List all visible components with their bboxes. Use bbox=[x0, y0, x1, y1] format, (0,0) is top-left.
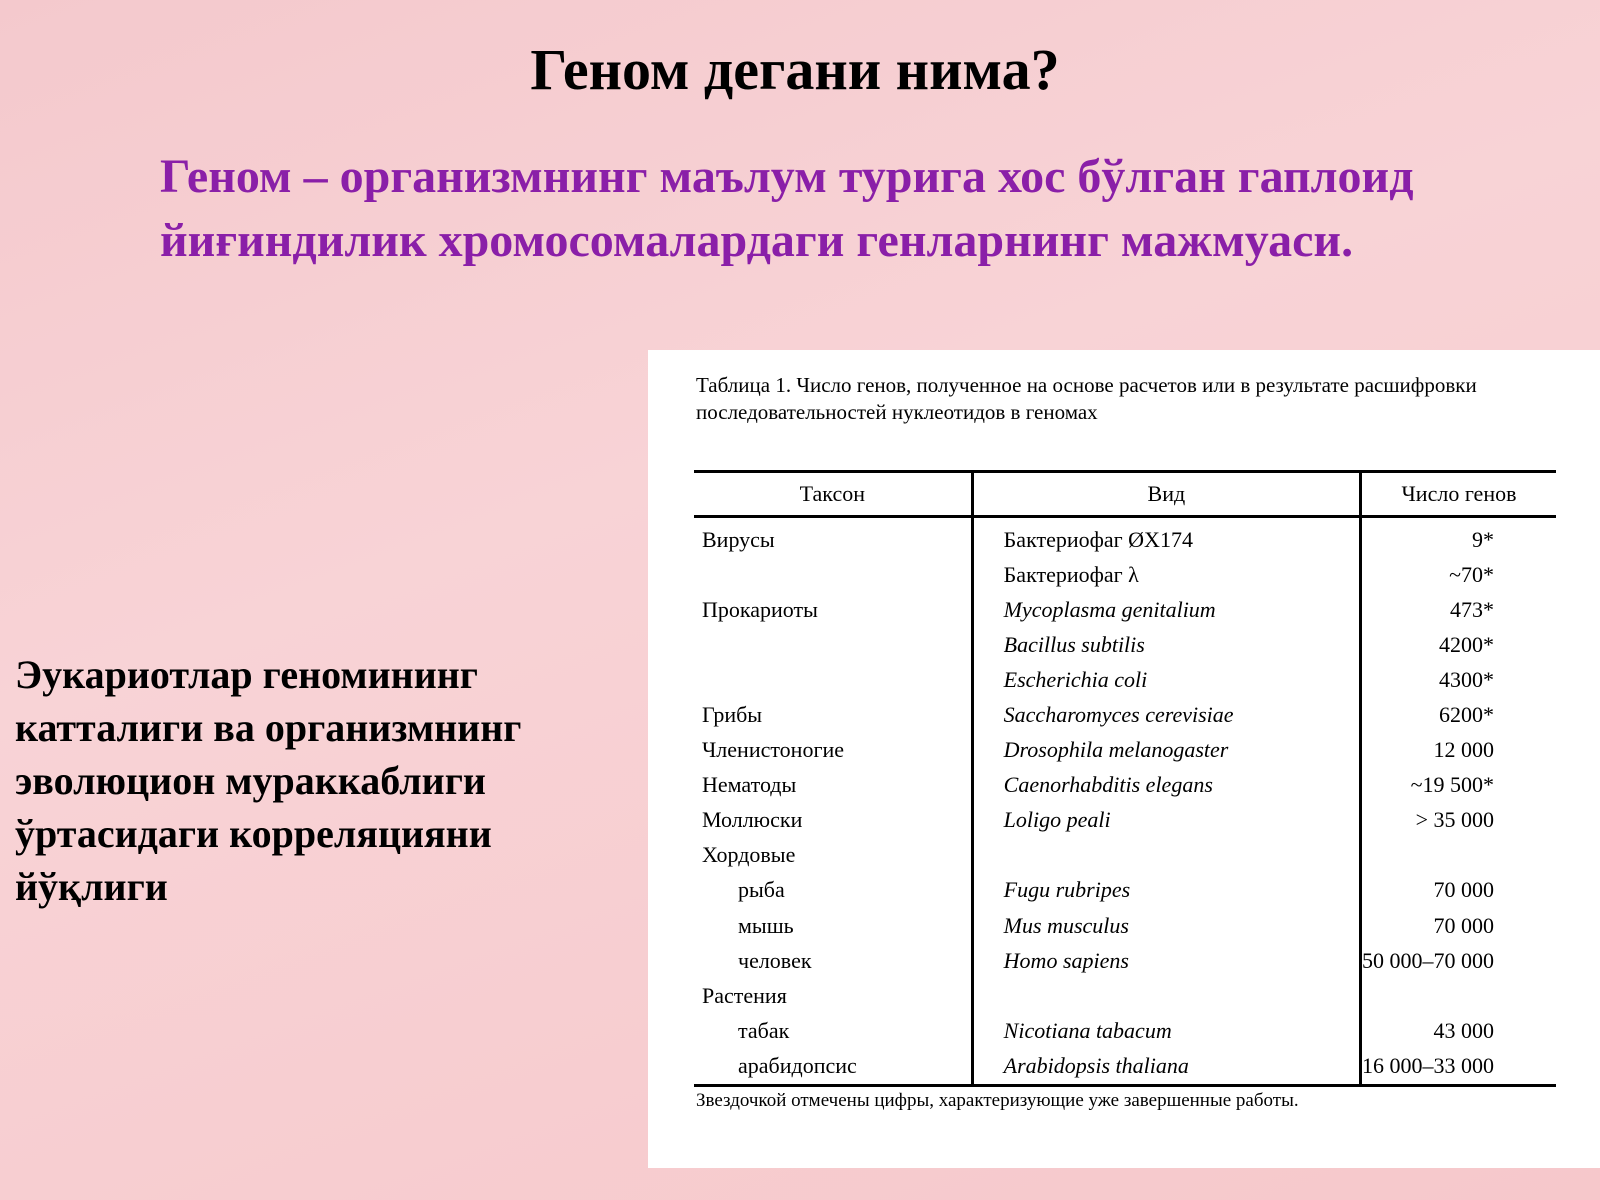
gene-count-cell: 4300* bbox=[1439, 666, 1494, 692]
gene-count-cell: 50 000–70 000 bbox=[1362, 947, 1494, 973]
header-species: Вид bbox=[972, 472, 1360, 517]
taxon-cell: арабидопсис bbox=[694, 1048, 972, 1085]
taxon-cell bbox=[694, 627, 972, 662]
taxon-cell: Вирусы bbox=[694, 517, 972, 558]
table-row bbox=[694, 557, 1556, 592]
species-cell bbox=[972, 978, 1360, 1013]
table-row bbox=[694, 873, 1556, 908]
species-cell: Mycoplasma genitalium bbox=[972, 592, 1360, 627]
species-cell: Fugu rubripes bbox=[972, 873, 1360, 908]
species-cell: Бактериофаг ØX174 bbox=[972, 517, 1360, 558]
table-row bbox=[694, 627, 1556, 662]
gene-count-cell: 43 000 bbox=[1433, 1017, 1494, 1043]
table-caption: Таблица 1. Число генов, полученное на основе расчетов или в результате расшифровки последовательностей нуклеотидов в геномах bbox=[696, 373, 1477, 424]
table-row bbox=[694, 1048, 1556, 1085]
table-footnote: Звездочкой отмечены цифры, характеризующие уже завершенные работы. bbox=[696, 1090, 1299, 1111]
gene-count-cell: ~19 500* bbox=[1410, 772, 1494, 798]
species-cell: Mus musculus bbox=[972, 908, 1360, 943]
table-row bbox=[694, 978, 1556, 1013]
species-cell: Caenorhabditis elegans bbox=[972, 768, 1360, 803]
taxon-cell: Прокариоты bbox=[694, 592, 972, 627]
header-taxon: Таксон bbox=[694, 472, 972, 517]
species-cell: Nicotiana tabacum bbox=[972, 1013, 1360, 1048]
table-row bbox=[694, 697, 1556, 732]
species-cell: Saccharomyces cerevisiae bbox=[972, 697, 1360, 732]
species-cell: Homo sapiens bbox=[972, 943, 1360, 978]
species-cell: Loligo peali bbox=[972, 803, 1360, 838]
table-row bbox=[694, 838, 1556, 873]
table-row bbox=[694, 803, 1556, 838]
eukaryote-note: Эукариотлар геномининг катталиги ва организмнинг эволюцион мураккаблиги ўртасидаги корреляцияни йўқлиги bbox=[15, 652, 522, 909]
species-cell: Arabidopsis thaliana bbox=[972, 1048, 1360, 1085]
taxon-cell: Членистоногие bbox=[694, 733, 972, 768]
table-header-row bbox=[694, 472, 1556, 517]
gene-count-cell bbox=[1361, 978, 1557, 1013]
table-row bbox=[694, 768, 1556, 803]
species-cell: Bacillus subtilis bbox=[972, 627, 1360, 662]
taxon-cell: табак bbox=[694, 1013, 972, 1048]
taxon-cell: Нематоды bbox=[694, 768, 972, 803]
genome-definition: Геном – организмнинг маълум турига хос бўлган гаплоид йиғиндилик хромосомалардаги генларнинг мажмуаси. bbox=[160, 150, 1414, 267]
taxon-cell: Моллюски bbox=[694, 803, 972, 838]
table-row bbox=[694, 592, 1556, 627]
gene-count-cell: ~70* bbox=[1449, 561, 1494, 587]
taxon-cell: Грибы bbox=[694, 697, 972, 732]
taxon-cell: человек bbox=[694, 943, 972, 978]
gene-count-cell: 473* bbox=[1450, 596, 1494, 622]
taxon-cell: Хордовые bbox=[694, 838, 972, 873]
taxon-cell: мышь bbox=[694, 908, 972, 943]
gene-count-cell: 4200* bbox=[1439, 631, 1494, 657]
gene-count-cell: 70 000 bbox=[1433, 912, 1494, 938]
gene-count-cell: 6200* bbox=[1439, 702, 1494, 728]
gene-count-cell: 70 000 bbox=[1433, 877, 1494, 903]
taxon-cell bbox=[694, 557, 972, 592]
gene-count-cell bbox=[1361, 838, 1557, 873]
table-row bbox=[694, 517, 1556, 558]
header-gene-count: Число генов bbox=[1361, 472, 1557, 517]
slide-title: Геном дегани нима? bbox=[530, 37, 1060, 102]
table-row bbox=[694, 662, 1556, 697]
table-row bbox=[694, 908, 1556, 943]
table-row bbox=[694, 733, 1556, 768]
gene-count-table bbox=[694, 470, 1556, 1087]
table-row bbox=[694, 943, 1556, 978]
gene-count-cell: > 35 000 bbox=[1415, 807, 1494, 833]
species-cell: Бактериофаг λ bbox=[972, 557, 1360, 592]
gene-count-cell: 9* bbox=[1472, 526, 1494, 552]
species-cell: Drosophila melanogaster bbox=[972, 733, 1360, 768]
gene-count-cell: 16 000–33 000 bbox=[1362, 1052, 1494, 1078]
species-cell bbox=[972, 838, 1360, 873]
gene-count-cell: 12 000 bbox=[1433, 737, 1494, 763]
taxon-cell: Растения bbox=[694, 978, 972, 1013]
species-cell: Escherichia coli bbox=[972, 662, 1360, 697]
taxon-cell: рыба bbox=[694, 873, 972, 908]
gene-count-table-card bbox=[648, 350, 1600, 1168]
taxon-cell bbox=[694, 662, 972, 697]
table-row bbox=[694, 1013, 1556, 1048]
